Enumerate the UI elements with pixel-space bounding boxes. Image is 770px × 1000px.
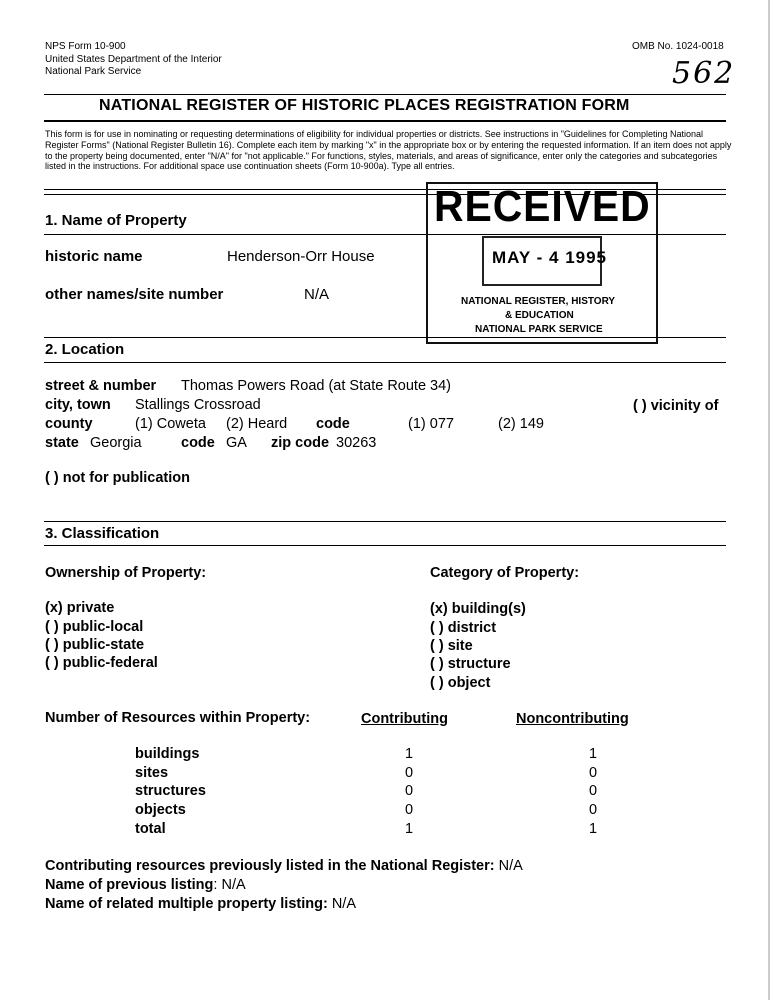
vicinity-checkbox: ( ) vicinity of xyxy=(633,398,719,414)
row-label-structures: structures xyxy=(135,783,206,799)
related-listing-label: Name of related multiple property listing: xyxy=(45,896,328,912)
row-noncontrib-total: 1 xyxy=(589,821,598,837)
county-1: (1) Coweta xyxy=(135,416,206,432)
omb-number: OMB No. 1024-0018 xyxy=(632,41,724,52)
not-for-publication: ( ) not for publication xyxy=(45,470,190,486)
city-value: Stallings Crossroad xyxy=(135,397,261,413)
state-code-label: code xyxy=(181,435,215,451)
instructions-text: This form is for use in nominating or requesting determinations of eligibility for individual properties or districts. See instructions in "Guidelines for Completing National Register Forms" (National Register Bulletin 16). Complete each item by marking "x" in the appropriate box or by entering the requested information. If an item does not apply to the property being documented, enter "N/A" for "not applicable." For functions, styles, materials, and areas of significance, enter only the categories and subcategories listed in the instructions. For additional space use continuation sheets (Form 10-900a). Type all entries. xyxy=(45,129,732,172)
row-noncontrib-buildings: 1 xyxy=(589,746,598,762)
contributing-header: Contributing xyxy=(361,711,448,727)
previously-listed-label: Contributing resources previously listed in the National Register: xyxy=(45,858,495,874)
ownership-public-local: ( ) public-local xyxy=(45,619,144,635)
state-label: state xyxy=(45,435,79,451)
section2-heading: 2. Location xyxy=(45,341,125,358)
category-site: ( ) site xyxy=(430,638,473,654)
agency: National Park Service xyxy=(45,66,142,77)
other-names-label: other names/site number xyxy=(45,286,224,303)
historic-name-label: historic name xyxy=(45,248,143,265)
row-noncontrib-sites: 0 xyxy=(589,765,598,781)
street-value: Thomas Powers Road (at State Route 34) xyxy=(181,378,451,394)
row-label-objects: objects xyxy=(135,802,186,818)
row-contrib-sites: 0 xyxy=(405,765,414,781)
county-code-2: (2) 149 xyxy=(498,416,544,432)
ownership-private: (x) private xyxy=(45,600,115,616)
row-label-buildings: buildings xyxy=(135,746,200,762)
row-noncontrib-structures: 0 xyxy=(589,783,598,799)
category-object: ( ) object xyxy=(430,675,491,691)
section3-heading: 3. Classification xyxy=(45,525,160,542)
row-noncontrib-objects: 0 xyxy=(589,802,598,818)
category-structure: ( ) structure xyxy=(430,656,511,672)
other-names-value: N/A xyxy=(304,286,330,303)
title-rule-top xyxy=(44,94,726,95)
department: United States Department of the Interior xyxy=(45,54,222,65)
county-label: county xyxy=(45,416,93,432)
stamp-line-1: NATIONAL REGISTER, HISTORY xyxy=(461,296,616,307)
ownership-public-federal: ( ) public-federal xyxy=(45,655,158,671)
category-district: ( ) district xyxy=(430,620,497,636)
zip-value: 30263 xyxy=(336,435,377,451)
resources-label: Number of Resources within Property: xyxy=(45,710,311,726)
street-label: street & number xyxy=(45,378,157,394)
stamp-received-word: RECEIVED xyxy=(434,182,651,231)
noncontributing-header: Noncontributing xyxy=(516,711,629,727)
county-code-label: code xyxy=(316,416,350,432)
ownership-public-state: ( ) public-state xyxy=(45,637,145,653)
page-title: NATIONAL REGISTER OF HISTORIC PLACES REGISTRATION FORM xyxy=(99,97,630,114)
stamp-line-3: NATIONAL PARK SERVICE xyxy=(475,324,603,335)
related-listing-value: N/A xyxy=(331,896,356,912)
previous-listing-value: N/A xyxy=(221,877,246,893)
stamp-line-2: & EDUCATION xyxy=(505,310,574,321)
county-2: (2) Heard xyxy=(226,416,288,432)
county-code-1: (1) 077 xyxy=(408,416,454,432)
section1-heading: 1. Name of Property xyxy=(45,212,187,229)
title-rule-bottom xyxy=(44,120,726,122)
ownership-label: Ownership of Property: xyxy=(45,565,207,581)
stamp-date: MAY - 4 1995 xyxy=(492,248,608,267)
row-contrib-objects: 0 xyxy=(405,802,414,818)
section2-rule-top xyxy=(44,337,726,338)
previously-listed xyxy=(45,858,523,874)
section3-rule-top xyxy=(44,521,726,522)
row-label-sites: sites xyxy=(135,765,169,781)
form-id: NPS Form 10-900 xyxy=(45,41,126,52)
handwritten-number: 562 xyxy=(672,56,736,91)
state-value: Georgia xyxy=(90,435,142,451)
city-label: city, town xyxy=(45,397,111,413)
state-code-value: GA xyxy=(226,435,247,451)
previously-listed-value: N/A xyxy=(498,858,523,874)
row-contrib-total: 1 xyxy=(405,821,414,837)
category-buildings: (x) building(s) xyxy=(430,601,526,617)
row-label-total: total xyxy=(135,821,166,837)
previous-listing-label: Name of previous listing xyxy=(45,877,214,893)
related-listing xyxy=(45,896,356,912)
zip-label: zip code xyxy=(271,435,330,451)
category-label: Category of Property: xyxy=(430,565,580,581)
previous-listing: Name of previous listing: N/A xyxy=(45,877,246,893)
row-contrib-buildings: 1 xyxy=(405,746,414,762)
section2-rule-bottom xyxy=(44,362,726,363)
section3-rule-bottom xyxy=(44,545,726,546)
historic-name-value: Henderson-Orr House xyxy=(227,248,375,265)
row-contrib-structures: 0 xyxy=(405,783,414,799)
